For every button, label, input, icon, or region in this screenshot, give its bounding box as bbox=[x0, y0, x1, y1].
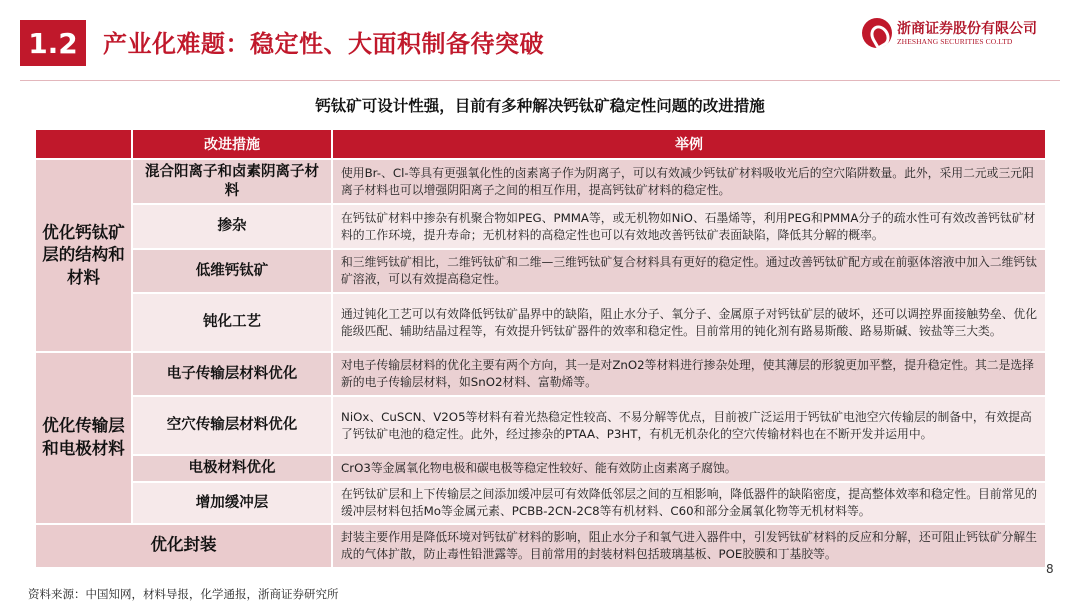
table-row bbox=[35, 482, 1046, 524]
table-header-measure: 改进措施 bbox=[132, 129, 332, 159]
example-cell: 封装主要作用是降低环境对钙钛矿材料的影响，阻止水分子和氧气进入器件中，引发钙钛矿材料的反应和分解，还可阻止钙钛矿分解生成的气体扩散，防止毒性铅泄露等。目前常用的封装材料包括玻璃基板、POE胶膜和丁基胶等。 bbox=[332, 524, 1046, 568]
table-header-corner bbox=[35, 129, 132, 159]
table-row bbox=[35, 249, 1046, 293]
table-row bbox=[35, 396, 1046, 455]
section-number-badge: 1.2 bbox=[20, 20, 86, 66]
header-divider bbox=[20, 80, 1060, 81]
table-row bbox=[35, 159, 1046, 204]
table-header-example: 举例 bbox=[332, 129, 1046, 159]
example-cell: 在钙钛矿材料中掺杂有机聚合物如PEG、PMMA等，或无机物如NiO、石墨烯等，利用PEG和PMMA分子的疏水性可有效改善钙钛矿材料的工作环境，提升寿命；无机材料的高稳定性也可以有效地改善钙钛矿表面缺陷，降低其分解的概率。 bbox=[332, 204, 1046, 249]
page-title: 产业化难题：稳定性、大面积制备待突破 bbox=[103, 30, 544, 58]
measure-cell: 低维钙钛矿 bbox=[132, 249, 332, 293]
measure-cell: 电极材料优化 bbox=[132, 455, 332, 482]
table-row bbox=[35, 455, 1046, 482]
example-cell: NiOx、CuSCN、V2O5等材料有着光热稳定性较高、不易分解等优点，目前被广泛运用于钙钛矿电池空穴传输层的制备中，有效提高了钙钛矿电池的稳定性。此外，经过掺杂的PTAA、P3HT，有机无机杂化的空穴传输材料也在不断开发并运用中。 bbox=[332, 396, 1046, 455]
measure-cell: 电子传输层材料优化 bbox=[132, 352, 332, 396]
table-row bbox=[35, 524, 1046, 568]
example-cell: CrO3等金属氧化物电极和碳电极等稳定性较好、能有效防止卤素离子腐蚀。 bbox=[332, 455, 1046, 482]
category-cell: 优化钙钛矿层的结构和材料 bbox=[35, 159, 132, 352]
logo-company-name-en: ZHESHANG SECURITIES CO.LTD bbox=[897, 37, 1013, 46]
measure-cell: 增加缓冲层 bbox=[132, 482, 332, 524]
measure-cell: 混合阳离子和卤素阴离子材料 bbox=[132, 159, 332, 204]
table-row bbox=[35, 204, 1046, 249]
example-cell: 和三维钙钛矿相比，二维钙钛矿和二维—三维钙钛矿复合材料具有更好的稳定性。通过改善钙钛矿配方或在前驱体溶液中加入二维钙钛矿溶液，可以有效提高稳定性。 bbox=[332, 249, 1046, 293]
measure-cell: 钝化工艺 bbox=[132, 293, 332, 352]
page-number: 8 bbox=[1046, 562, 1054, 576]
example-cell: 对电子传输层材料的优化主要有两个方向，其一是对ZnO2等材料进行掺杂处理，使其薄层的形貌更加平整，提升稳定性。其二是选择新的电子传输层材料，如SnO2材料、富勒烯等。 bbox=[332, 352, 1046, 396]
measure-cell: 空穴传输层材料优化 bbox=[132, 396, 332, 455]
logo-icon bbox=[862, 18, 892, 48]
improvement-measures-table bbox=[34, 128, 1047, 569]
example-cell: 在钙钛矿层和上下传输层之间添加缓冲层可有效降低邻层之间的互相影响，降低器件的缺陷密度，提高整体效率和稳定性。目前常见的缓冲层材料包括Mo等金属元素、PCBB-2CN-2C8等有机材料、C60和部分金属氧化物等无机材料等。 bbox=[332, 482, 1046, 524]
category-cell: 优化封装 bbox=[35, 524, 332, 568]
table-header-row bbox=[35, 129, 1046, 159]
category-cell: 优化传输层和电极材料 bbox=[35, 352, 132, 524]
table-row bbox=[35, 293, 1046, 352]
source-note: 资料来源：中国知网，材料导报，化学通报，浙商证券研究所 bbox=[28, 587, 339, 601]
example-cell: 使用Br-、Cl-等具有更强氧化性的卤素离子作为阴离子，可以有效减少钙钛矿材料吸收光后的空穴陷阱数量。此外，采用二元或三元阳离子材料也可以增强阴阳离子之间的相互作用，提高钙钛矿材料的稳定性。 bbox=[332, 159, 1046, 204]
measure-cell: 掺杂 bbox=[132, 204, 332, 249]
logo-company-name: 浙商证券股份有限公司 bbox=[897, 21, 1037, 37]
company-logo bbox=[862, 14, 1062, 54]
example-cell: 通过钝化工艺可以有效降低钙钛矿晶界中的缺陷，阻止水分子、氧分子、金属原子对钙钛矿层的破坏，还可以调控界面接触势垒、优化能级匹配、辅助结晶过程等，有效提升钙钛矿器件的效率和稳定性。目前常用的钝化剂有路易斯酸、路易斯碱、铵盐等三大类。 bbox=[332, 293, 1046, 352]
table-title: 钙钛矿可设计性强，目前有多种解决钙钛矿稳定性问题的改进措施 bbox=[315, 97, 765, 115]
table-row bbox=[35, 352, 1046, 396]
